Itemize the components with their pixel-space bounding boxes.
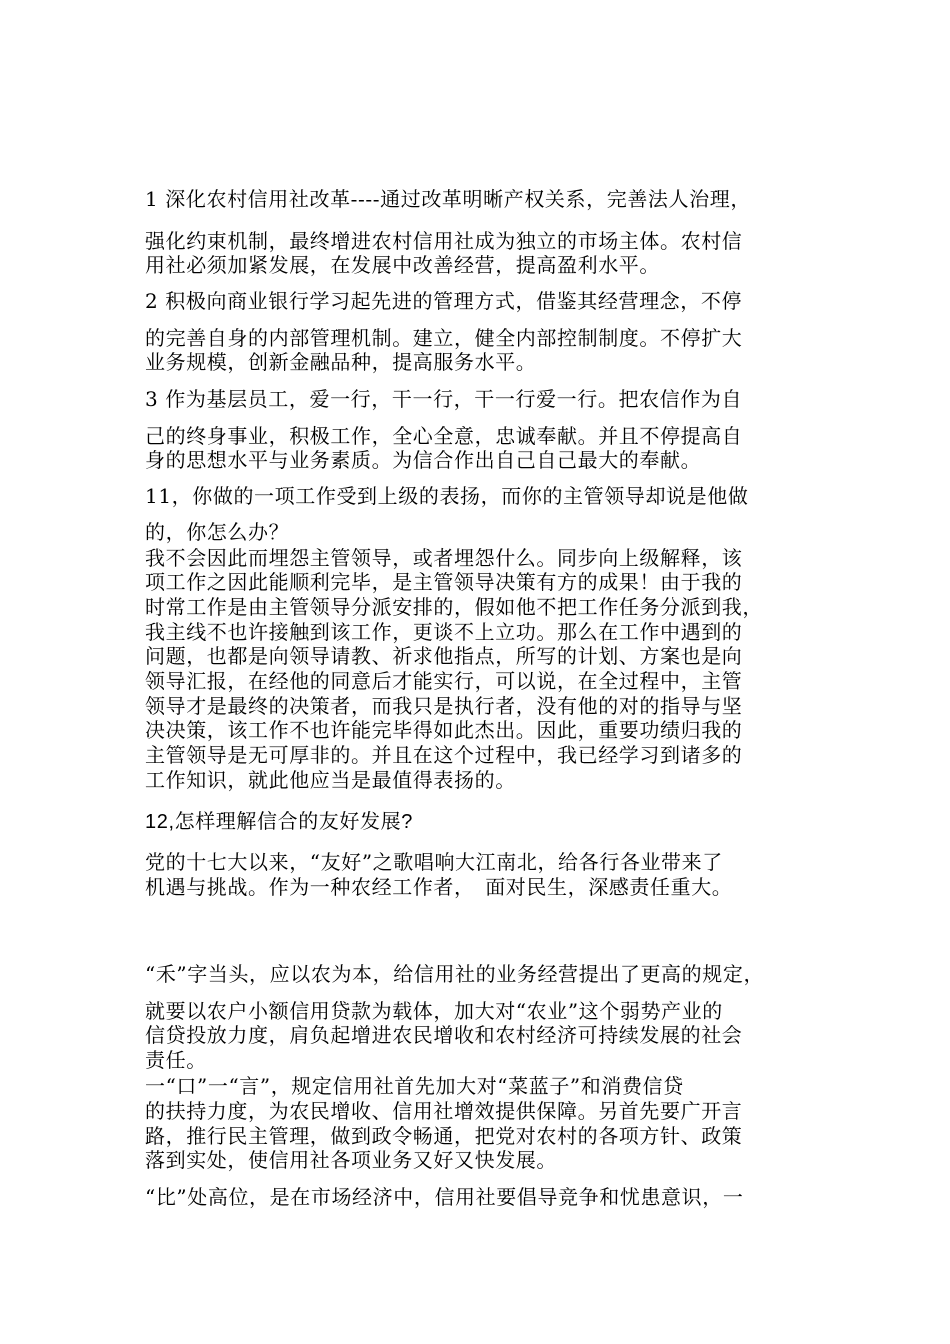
text-line: 党的十七大以来，“友好”之歌唱响大江南北，给各行各业带来了 bbox=[145, 850, 723, 874]
text-line: 领导汇报，在经他的同意后才能实行，可以说，在全过程中，主管 bbox=[145, 669, 743, 693]
text-line: 身的思想水平与业务素质。为信合作出自己自己最大的奉献。 bbox=[145, 448, 702, 472]
text-line: 我不会因此而埋怨主管领导，或者埋怨什么。同步向上级解释，该 bbox=[145, 546, 743, 570]
question-heading: 的，你怎么办？ bbox=[145, 520, 290, 544]
text-line: “比”处高位，是在市场经济中，信用社要倡导竞争和忧患意识，一 bbox=[145, 1185, 744, 1209]
text-line: 强化约束机制，最终增进农村信用社成为独立的市场主体。农村信 bbox=[145, 229, 743, 253]
text-line: 领导才是最终的决策者，而我只是执行者，没有他的对的指导与坚 bbox=[145, 694, 743, 718]
question-heading: 12,怎样理解信合的友好发展? bbox=[145, 811, 413, 833]
text-line: 工作知识，就此他应当是最值得表扬的。 bbox=[145, 768, 516, 792]
text-line: 的扶持力度，为农民增收、信用社增效提供保障。另首先要广开言 bbox=[145, 1099, 743, 1123]
text-line: 3 作为基层员工，爱一行，干一行，干一行爱一行。把农信作为自 bbox=[145, 387, 743, 411]
text-line: “禾”字当头，应以农为本，给信用社的业务经营提出了更高的规定， bbox=[145, 962, 765, 986]
text-line: 的完善自身的内部管理机制。建立，健全内部控制制度。不停扩大 bbox=[145, 326, 743, 350]
text-line: 1 深化农村信用社改革----通过改革明晰产权关系，完善法人治理， bbox=[145, 187, 751, 211]
text-line: 就要以农户小额信用贷款为载体，加大对“农业”这个弱势产业的 bbox=[145, 999, 723, 1023]
text-line: 主管领导是无可厚非的。并且在这个过程中，我已经学习到诸多的 bbox=[145, 743, 743, 767]
text-line: 己的终身事业，积极工作，全心全意，忠诚奉献。并且不停提高自 bbox=[145, 424, 743, 448]
text-line: 我主线不也许接触到该工作，更谈不上立功。那么在工作中遇到的 bbox=[145, 620, 743, 644]
text-line: 业务规模，创新金融品种，提高服务水平。 bbox=[145, 350, 537, 374]
text-line: 问题，也都是向领导请教、祈求他指点，所写的计划、方案也是向 bbox=[145, 644, 743, 668]
question-heading: 11，你做的一项工作受到上级的表扬，而你的主管领导却说是他做 bbox=[145, 484, 749, 508]
text-line: 项工作之因此能顺利完毕，是主管领导决策有方的成果！由于我的 bbox=[145, 570, 743, 594]
text-line: 决决策，该工作不也许能完毕得如此杰出。因此，重要功绩归我的 bbox=[145, 718, 743, 742]
text-line: 机遇与挑战。作为一种农经工作者， 面对民生，深感责任重大。 bbox=[145, 875, 733, 899]
text-line: 路，推行民主管理，做到政令畅通，把党对农村的各项方针、政策 bbox=[145, 1124, 743, 1148]
text-line: 落到实处，使信用社各项业务又好又快发展。 bbox=[145, 1148, 557, 1172]
text-line: 信贷投放力度，肩负起增进农民增收和农村经济可持续发展的社会 bbox=[145, 1023, 743, 1047]
text-line: 一“口”一“言”，规定信用社首先加大对“菜蓝子”和消费信贷 bbox=[145, 1074, 684, 1098]
text-line: 时常工作是由主管领导分派安排的，假如他不把工作任务分派到我， bbox=[145, 595, 763, 619]
text-line: 用社必须加紧发展，在发展中改善经营，提高盈利水平。 bbox=[145, 253, 660, 277]
text-line: 责任。 bbox=[145, 1048, 207, 1072]
text-line: 2 积极向商业银行学习起先进的管理方式，借鉴其经营理念，不停 bbox=[145, 289, 743, 313]
